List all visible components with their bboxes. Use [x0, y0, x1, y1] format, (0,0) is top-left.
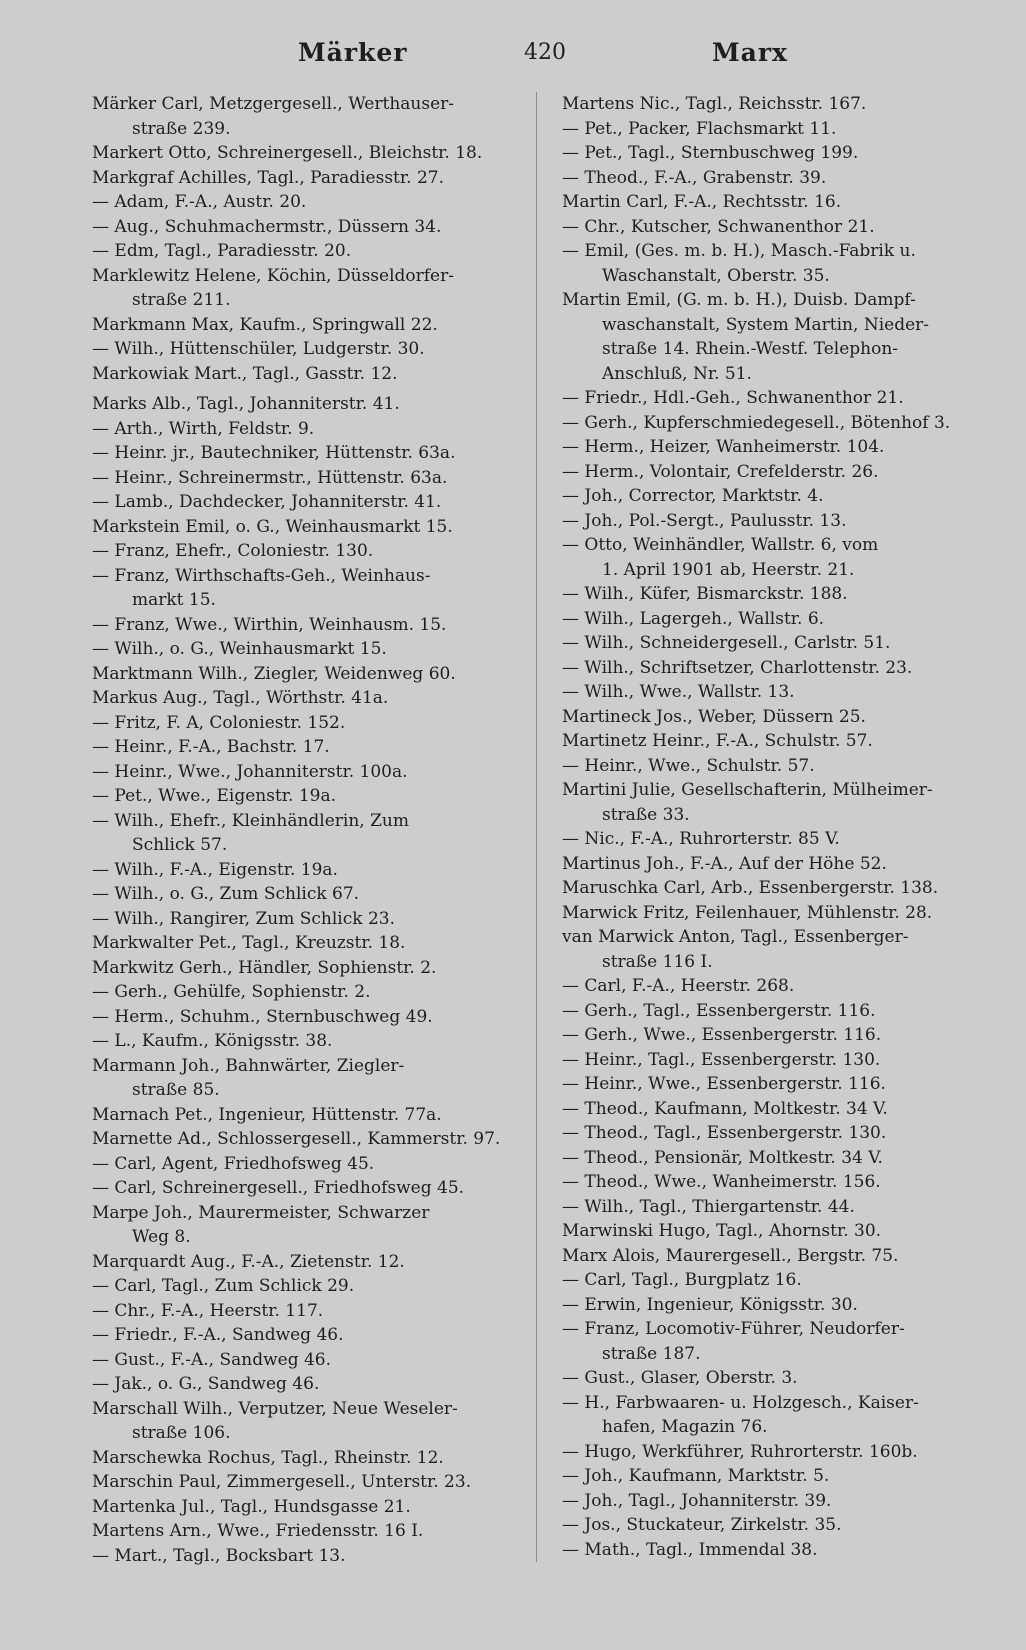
directory-entry-line: — Theod., F.-A., Grabenstr. 39.	[562, 167, 827, 188]
directory-entry-line: — Carl, F.-A., Heerstr. 268.	[562, 976, 795, 996]
entry-continuation-line: Schlick 57.	[132, 835, 228, 855]
directory-entry-line: — Wilh., F.-A., Eigenstr. 19a.	[92, 859, 338, 880]
directory-entry-line: — Heinr., Wwe., Essenbergerstr. 116.	[562, 1074, 886, 1094]
directory-entry-line: — Heinr. jr., Bautechniker, Hüttenstr. 63a.	[92, 443, 456, 463]
entry-continuation-line: straße 106.	[132, 1423, 231, 1443]
directory-entry-line: — Hugo, Werkführer, Ruhrorterstr. 160b.	[562, 1441, 918, 1462]
directory-entry-line: Marnette Ad., Schlossergesell., Kammerstr. 97.	[92, 1129, 501, 1149]
directory-entry-line: — Friedr., Hdl.-Geh., Schwanenthor 21.	[562, 388, 904, 408]
directory-entry-line: — Wilh., Wwe., Wallstr. 13.	[562, 682, 795, 702]
directory-entry-line: — Carl, Tagl., Burgplatz 16.	[562, 1270, 802, 1290]
directory-entry-line: — Theod., Wwe., Wanheimerstr. 156.	[562, 1172, 881, 1192]
directory-entry-line: Martinus Joh., F.-A., Auf der Höhe 52.	[562, 853, 887, 874]
directory-entry-line: — Otto, Weinhändler, Wallstr. 6, vom	[562, 535, 879, 555]
directory-entry-line: — Jak., o. G., Sandweg 46.	[92, 1374, 320, 1394]
entry-continuation-line: Anschluß, Nr. 51.	[602, 363, 752, 384]
directory-entry-line: — Gerh., Gehülfe, Sophienstr. 2.	[92, 982, 371, 1002]
directory-entry-line: Märker Carl, Metzgergesell., Werthauser-	[92, 94, 455, 114]
directory-entry-line: Martin Emil, (G. m. b. H.), Duisb. Dampf-	[562, 290, 916, 310]
directory-entry-line: — Herm., Schuhm., Sternbuschweg 49.	[92, 1006, 433, 1027]
directory-entry-line: — Heinr., Wwe., Schulstr. 57.	[562, 755, 815, 776]
directory-entry-line: Marwick Fritz, Feilenhauer, Mühlenstr. 28.	[562, 902, 933, 923]
directory-entry-line: — Joh., Kaufmann, Marktstr. 5.	[562, 1466, 830, 1486]
directory-entry-line: Markmann Max, Kaufm., Springwall 22.	[92, 314, 438, 335]
directory-entry-line: Martin Carl, F.-A., Rechtsstr. 16.	[562, 192, 842, 212]
entry-continuation-line: waschanstalt, System Martin, Nieder-	[602, 314, 930, 335]
directory-entry-line: — Theod., Tagl., Essenbergerstr. 130.	[562, 1123, 887, 1143]
directory-entry-line: — Chr., F.-A., Heerstr. 117.	[92, 1300, 324, 1321]
directory-entry-line: — Pet., Packer, Flachsmarkt 11.	[562, 118, 837, 139]
entry-continuation-line: straße 239.	[132, 118, 231, 139]
directory-entry-line: — Mart., Tagl., Bocksbart 13.	[92, 1545, 346, 1566]
directory-entry-line: — Heinr., F.-A., Bachstr. 17.	[92, 737, 330, 757]
directory-entry-line: — Heinr., Wwe., Johanniterstr. 100a.	[92, 761, 408, 782]
directory-entry-line: Marschall Wilh., Verputzer, Neue Weseler-	[92, 1398, 458, 1419]
directory-entry-line: — Herm., Volontair, Crefelderstr. 26.	[562, 461, 879, 482]
directory-entry-line: Markowiak Mart., Tagl., Gasstr. 12.	[92, 363, 398, 384]
directory-entry-line: — Jos., Stuckateur, Zirkelstr. 35.	[562, 1515, 842, 1535]
directory-entry-line: — Wilh., Lagergeh., Wallstr. 6.	[562, 608, 825, 629]
left-column	[92, 92, 522, 1568]
directory-entry-line: Marklewitz Helene, Köchin, Düsseldorfer-	[92, 265, 454, 286]
header-left-keyword: Märker	[298, 38, 408, 67]
directory-entry-line: — Heinr., Schreinermstr., Hüttenstr. 63a.	[92, 467, 448, 488]
entry-continuation-line: straße 211.	[132, 290, 231, 310]
directory-entry-line: — Gust., F.-A., Sandweg 46.	[92, 1349, 332, 1370]
directory-entry-line: Marwinski Hugo, Tagl., Ahornstr. 30.	[562, 1221, 882, 1241]
directory-entry-line: — Wilh., Rangirer, Zum Schlick 23.	[92, 908, 395, 929]
directory-entry-line: Markwalter Pet., Tagl., Kreuzstr. 18.	[92, 933, 406, 953]
directory-entry-line: Marschin Paul, Zimmergesell., Unterstr. 23.	[92, 1472, 472, 1492]
directory-entry-line: Markus Aug., Tagl., Wörthstr. 41a.	[92, 688, 389, 708]
directory-entry-line: — Wilh., Küfer, Bismarckstr. 188.	[562, 584, 848, 604]
directory-entry-line: — Arth., Wirth, Feldstr. 9.	[92, 418, 315, 439]
entry-continuation-line: straße 187.	[602, 1343, 701, 1364]
directory-entry-line: — Aug., Schuhmachermstr., Düssern 34.	[92, 216, 442, 237]
directory-entry-line: Martens Nic., Tagl., Reichsstr. 167.	[562, 94, 867, 114]
entry-continuation-line: 1. April 1901 ab, Heerstr. 21.	[602, 559, 855, 580]
directory-entry-line: — Fritz, F. A, Coloniestr. 152.	[92, 712, 346, 733]
directory-entry-line: — Gerh., Tagl., Essenbergerstr. 116.	[562, 1000, 876, 1021]
directory-entry-line: — Franz, Ehefr., Coloniestr. 130.	[92, 541, 374, 561]
directory-entry-line: — Herm., Heizer, Wanheimerstr. 104.	[562, 437, 885, 457]
directory-entry-line: — Joh., Tagl., Johanniterstr. 39.	[562, 1490, 832, 1511]
directory-entry-line: — Joh., Corrector, Marktstr. 4.	[562, 486, 824, 506]
directory-entry-line: — Lamb., Dachdecker, Johanniterstr. 41.	[92, 492, 442, 512]
directory-entry-line: — Nic., F.-A., Ruhrorterstr. 85 V.	[562, 829, 840, 849]
directory-entry-line: — Adam, F.-A., Austr. 20.	[92, 192, 307, 212]
entry-continuation-line: straße 33.	[602, 804, 690, 825]
directory-entry-line: Marschewka Rochus, Tagl., Rheinstr. 12.	[92, 1447, 444, 1468]
directory-entry-line: — Carl, Schreinergesell., Friedhofsweg 45.	[92, 1178, 465, 1198]
directory-entry-line: — Wilh., Schriftsetzer, Charlottenstr. 23.	[562, 657, 913, 678]
directory-entry-line: — Wilh., Schneidergesell., Carlstr. 51.	[562, 633, 891, 653]
directory-entry-line: Markert Otto, Schreinergesell., Bleichstr. 18.	[92, 143, 483, 163]
directory-entry-line: — Gerh., Wwe., Essenbergerstr. 116.	[562, 1025, 882, 1045]
directory-entry-line: Marpe Joh., Maurermeister, Schwarzer	[92, 1202, 430, 1223]
directory-entry-line: — Franz, Locomotiv-Führer, Neudorfer-	[562, 1319, 905, 1339]
directory-entry-line: — Pet., Wwe., Eigenstr. 19a.	[92, 786, 337, 806]
directory-entry-line: — Theod., Pensionär, Moltkestr. 34 V.	[562, 1147, 883, 1168]
directory-entry-line: — Chr., Kutscher, Schwanenthor 21.	[562, 216, 875, 237]
entry-continuation-line: markt 15.	[132, 590, 216, 610]
entry-continuation-line: Waschanstalt, Oberstr. 35.	[602, 265, 830, 286]
directory-entry-line: — Edm, Tagl., Paradiesstr. 20.	[92, 241, 352, 261]
entry-continuation-line: hafen, Magazin 76.	[602, 1417, 768, 1437]
directory-entry-line: — Franz, Wwe., Wirthin, Weinhausm. 15.	[92, 614, 447, 635]
directory-entry-line: — Gust., Glaser, Oberstr. 3.	[562, 1368, 798, 1388]
directory-entry-line: Markstein Emil, o. G., Weinhausmarkt 15.	[92, 516, 453, 537]
header-right-keyword: Marx	[712, 38, 788, 67]
directory-entry-line: — Heinr., Tagl., Essenbergerstr. 130.	[562, 1049, 881, 1070]
directory-entry-line: — Wilh., o. G., Zum Schlick 67.	[92, 884, 360, 904]
directory-entry-line: Marks Alb., Tagl., Johanniterstr. 41.	[92, 394, 400, 414]
directory-entry-line: Markgraf Achilles, Tagl., Paradiesstr. 27.	[92, 167, 444, 188]
directory-entry-line: — Carl, Tagl., Zum Schlick 29.	[92, 1276, 355, 1296]
right-column	[562, 92, 1000, 1562]
directory-entry-line: Marnach Pet., Ingenieur, Hüttenstr. 77a.	[92, 1104, 442, 1125]
directory-entry-line: — Wilh., Tagl., Thiergartenstr. 44.	[562, 1196, 855, 1217]
directory-entry-line: — Wilh., Ehefr., Kleinhändlerin, Zum	[92, 810, 409, 831]
directory-entry-line: — Math., Tagl., Immendal 38.	[562, 1539, 818, 1560]
entry-continuation-line: straße 116 I.	[602, 951, 713, 972]
directory-entry-line: — Theod., Kaufmann, Moltkestr. 34 V.	[562, 1098, 888, 1119]
directory-entry-line: — Gerh., Kupferschmiedegesell., Bötenhof 3.	[562, 412, 951, 433]
entry-continuation-line: Weg 8.	[132, 1227, 191, 1247]
directory-entry-line: Marx Alois, Maurergesell., Bergstr. 75.	[562, 1245, 899, 1266]
directory-entry-line: — Emil, (Ges. m. b. H.), Masch.-Fabrik u.	[562, 241, 916, 261]
directory-entry-line: — Franz, Wirthschafts-Geh., Weinhaus-	[92, 565, 431, 586]
directory-entry-line: — Wilh., o. G., Weinhausmarkt 15.	[92, 639, 387, 659]
page-header	[0, 38, 1026, 78]
directory-entry-line: — Erwin, Ingenieur, Königsstr. 30.	[562, 1294, 858, 1315]
directory-entry-line: — Pet., Tagl., Sternbuschweg 199.	[562, 143, 859, 163]
directory-entry-line: Marmann Joh., Bahnwärter, Ziegler-	[92, 1055, 405, 1076]
directory-entry-line: — Friedr., F.-A., Sandweg 46.	[92, 1325, 344, 1345]
directory-entry-line: — Joh., Pol.-Sergt., Paulusstr. 13.	[562, 510, 847, 531]
directory-entry-line: — L., Kaufm., Königsstr. 38.	[92, 1031, 333, 1051]
directory-entry-line: — Wilh., Hüttenschüler, Ludgerstr. 30.	[92, 339, 425, 359]
directory-entry-line: Martens Arn., Wwe., Friedensstr. 16 I.	[92, 1521, 424, 1541]
directory-entry-line: — H., Farbwaaren- u. Holzgesch., Kaiser-	[562, 1392, 919, 1413]
directory-entry-line: Martineck Jos., Weber, Düssern 25.	[562, 706, 866, 727]
directory-entry-line: Marquardt Aug., F.-A., Zietenstr. 12.	[92, 1251, 405, 1272]
directory-entry-line: Markwitz Gerh., Händler, Sophienstr. 2.	[92, 957, 437, 978]
directory-entry-line: Martinetz Heinr., F.-A., Schulstr. 57.	[562, 731, 873, 751]
column-divider	[536, 92, 537, 1562]
directory-entry-line: — Carl, Agent, Friedhofsweg 45.	[92, 1153, 375, 1174]
directory-entry-line: Martini Julie, Gesellschafterin, Mülheimer-	[562, 780, 933, 800]
directory-entry-line: Maruschka Carl, Arb., Essenbergerstr. 138.	[562, 878, 939, 898]
entry-continuation-line: straße 14. Rhein.-Westf. Telephon-	[602, 339, 899, 359]
entry-continuation-line: straße 85.	[132, 1080, 220, 1100]
page-number: 420	[524, 40, 566, 65]
directory-entry-line: Marktmann Wilh., Ziegler, Weidenweg 60.	[92, 663, 456, 684]
directory-entry-line: van Marwick Anton, Tagl., Essenberger-	[562, 927, 909, 947]
directory-entry-line: Martenka Jul., Tagl., Hundsgasse 21.	[92, 1496, 411, 1517]
